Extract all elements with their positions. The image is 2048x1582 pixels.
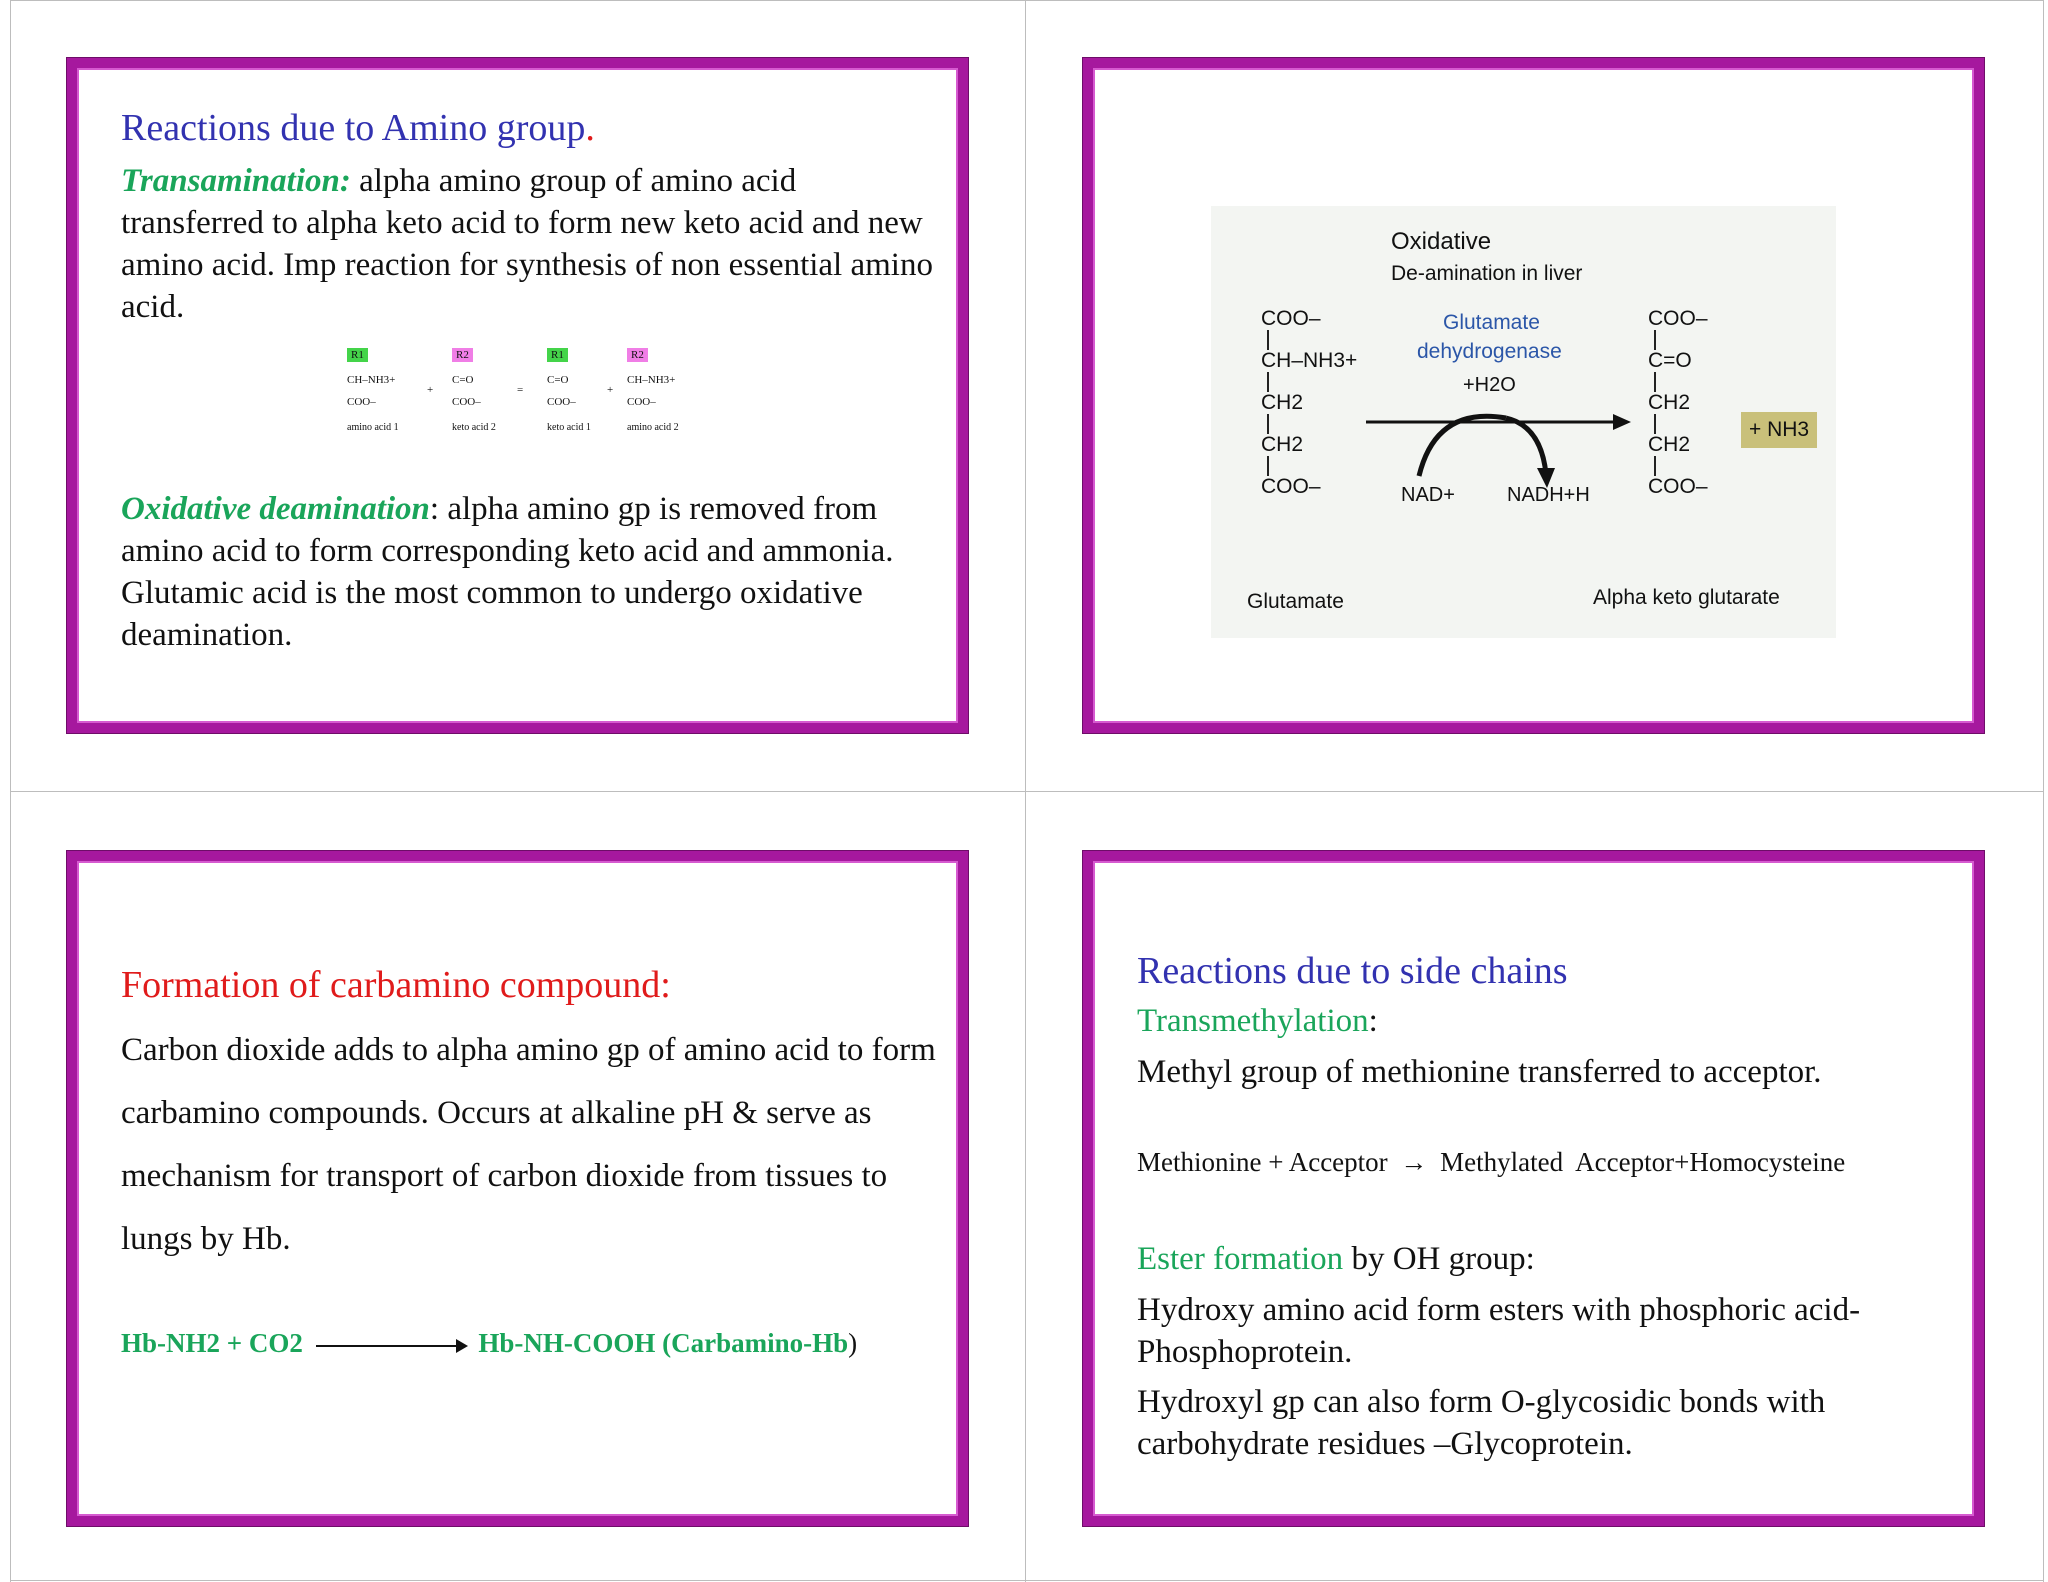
right-formula-3: CH2: [1648, 391, 1691, 414]
ammonia-box: + NH3: [1741, 412, 1817, 448]
eq-coo: COO–: [452, 396, 481, 408]
transmethylation-text: Methyl group of methionine transferred to acceptor.: [1137, 1054, 1822, 1090]
slide-side-chain-reactions: [1083, 851, 1984, 1526]
left-formula-2: CH–NH3+: [1261, 349, 1358, 372]
eq-coo: COO–: [627, 396, 656, 408]
enzyme-name-2: dehydrogenase: [1417, 340, 1562, 363]
diagram-heading-oxidative: Oxidative: [1391, 228, 1492, 255]
eq-ch-nh3: CH–NH3+: [627, 374, 676, 386]
ester-label: Ester formation: [1137, 1241, 1344, 1277]
deamination-diagram: [1211, 206, 1836, 638]
glutamate-name: Glutamate: [1247, 590, 1344, 613]
right-formula-1: COO–: [1648, 307, 1708, 330]
slide1-title: [121, 106, 595, 150]
slide3-body: Carbon dioxide adds to alpha amino gp of amino acid to form carbamino compounds. Occurs at alkaline pH & serve as mechanism for transport of carbon dioxide from tissues to lungs by Hb.: [121, 1032, 936, 1257]
transmethylation-heading: [1137, 1003, 1378, 1040]
carbamino-eq-close: ): [848, 1328, 858, 1358]
water-label: +H2O: [1463, 374, 1516, 396]
alpha-ketoglutarate-name: Alpha keto glutarate: [1593, 586, 1780, 609]
transamination-text: alpha amino group of amino acid transferred to alpha keto acid to form new keto acid and new amino acid. Imp reaction for synthesis of non essential amino acid.: [121, 163, 933, 325]
oxidative-label: Oxidative deamination: [121, 491, 430, 527]
eq-c-o: C=O: [547, 374, 569, 386]
ester-text-1: Hydroxy amino acid form esters with phosphoric acid-Phosphoprotein.: [1137, 1292, 1861, 1370]
ester-heading: [1137, 1241, 1535, 1278]
left-formula-3: CH2: [1261, 391, 1304, 414]
eq-plus-1: +: [427, 384, 434, 396]
eq-plus-2: +: [607, 384, 614, 396]
slide1-transamination-paragraph: [121, 160, 941, 328]
oxidative-text: : alpha amino gp is removed from amino acid to form corresponding keto acid and ammonia. Glutamic acid is the most common to undergo oxidative deamination.: [121, 491, 894, 653]
eq-r2-badge: R2: [627, 348, 648, 362]
slide1-title-text: Reactions due to Amino group: [121, 107, 586, 149]
methionine-eq-right: Methylated Acceptor+Homocysteine: [1440, 1147, 1846, 1177]
arrow-right-icon: →: [1400, 1147, 1428, 1177]
eq-amino-acid-1: [347, 348, 417, 433]
methionine-equation: [1137, 1147, 1845, 1178]
grid-divider-horizontal: [10, 791, 2044, 792]
eq-r1-badge: R1: [547, 348, 568, 362]
slide-amino-group-reactions: [67, 58, 968, 733]
eq-equals: =: [517, 384, 524, 396]
eq-label-keto-acid-2: keto acid 2: [452, 422, 496, 433]
carbamino-eq-left: Hb-NH2 + CO2: [121, 1328, 303, 1358]
slide4-title: Reactions due to side chains: [1137, 950, 1568, 992]
left-formula-4: CH2: [1261, 433, 1304, 456]
transamination-label: Transamination:: [121, 163, 351, 199]
slide1-title-dot: .: [585, 107, 595, 149]
carbamino-eq-right: Hb-NH-COOH (Carbamino-Hb: [478, 1328, 849, 1358]
eq-ch-nh3: CH–NH3+: [347, 374, 396, 386]
slide3-title: Formation of carbamino compound:: [121, 964, 671, 1006]
grid-border-bottom: [10, 1580, 2044, 1581]
grid-border-top: [10, 0, 2044, 1]
right-formula-2: C=O: [1648, 349, 1692, 372]
transmethylation-colon: :: [1368, 1003, 1378, 1039]
left-formula-5: COO–: [1261, 475, 1321, 498]
ester-rest: by OH group:: [1343, 1241, 1535, 1277]
eq-c-o: C=O: [452, 374, 474, 386]
right-formula-4: CH2: [1648, 433, 1691, 456]
eq-coo: COO–: [347, 396, 376, 408]
nadh-label: NADH+H: [1507, 484, 1590, 506]
slide-oxidative-deamination-diagram: [1083, 58, 1984, 733]
eq-label-keto-acid-1: keto acid 1: [547, 422, 591, 433]
transamination-equation: [347, 348, 767, 458]
eq-r2-badge: R2: [452, 348, 473, 362]
eq-amino-acid-2: [627, 348, 707, 433]
eq-label-amino-acid-1: amino acid 1: [347, 422, 399, 433]
diagram-heading-liver: De-amination in liver: [1391, 262, 1583, 285]
transmethylation-label: Transmethylation: [1137, 1003, 1369, 1039]
eq-label-amino-acid-2: amino acid 2: [627, 422, 679, 433]
slide-carbamino-compound: [67, 851, 968, 1526]
nad-label: NAD+: [1401, 484, 1455, 506]
eq-keto-acid-2: [452, 348, 522, 433]
enzyme-name-1: Glutamate: [1443, 311, 1540, 334]
methionine-eq-left: Methionine + Acceptor: [1137, 1147, 1388, 1177]
eq-coo: COO–: [547, 396, 576, 408]
eq-r1-badge: R1: [347, 348, 368, 362]
right-formula-5: COO–: [1648, 475, 1708, 498]
long-arrow-icon: [316, 1345, 466, 1347]
carbamino-equation: [121, 1328, 941, 1359]
ester-text-2: Hydroxyl gp can also form O-glycosidic bonds with carbohydrate residues –Glycoprotein.: [1137, 1384, 1826, 1462]
left-formula-1: COO–: [1261, 307, 1321, 330]
slide1-oxidative-paragraph: [121, 488, 901, 656]
